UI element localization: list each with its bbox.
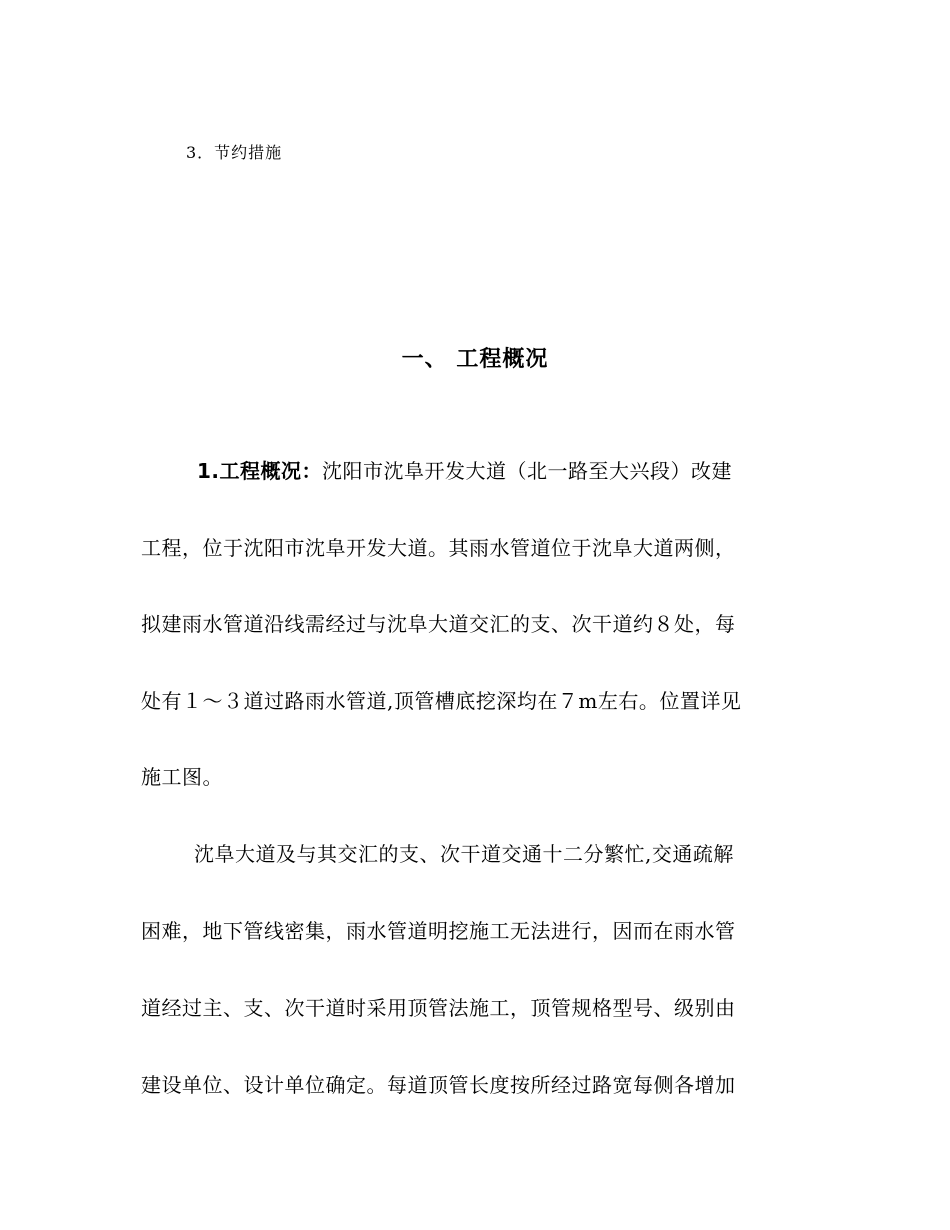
toc-item: 3．节约措施 [186,143,283,162]
section-heading: 一、 工程概况 [401,347,549,372]
paragraph-1-lead: 1.工程概况： [197,459,323,483]
paragraph-1-line-4: 处有１～３道过路雨水管道,顶管槽底挖深均在７m左右。位置详见 [141,689,742,713]
paragraph-2-line-1: 沈阜大道及与其交汇的支、次干道交通十二分繁忙,交通疏解 [194,842,734,866]
paragraph-2-line-3: 道经过主、支、次干道时采用顶管法施工，顶管规格型号、级别由 [141,996,736,1020]
paragraph-1-line-1 [141,455,806,484]
paragraph-1-line-5: 施工图。 [141,765,223,789]
paragraph-1-line-2: 工程，位于沈阳市沈阜开发大道。其雨水管道位于沈阜大道两侧， [141,536,736,560]
paragraph-2-line-2: 困难，地下管线密集，雨水管道明挖施工无法进行，因而在雨水管 [141,919,736,943]
paragraph-1-line-3: 拟建雨水管道沿线需经过与沈阜大道交汇的支、次干道约８处，每 [141,612,736,636]
paragraph-1-text: 沈阳市沈阜开发大道（北一路至大兴段）改建 [322,459,733,483]
paragraph-2-line-4: 建设单位、设计单位确定。每道顶管长度按所经过路宽每侧各增加 [141,1073,736,1097]
